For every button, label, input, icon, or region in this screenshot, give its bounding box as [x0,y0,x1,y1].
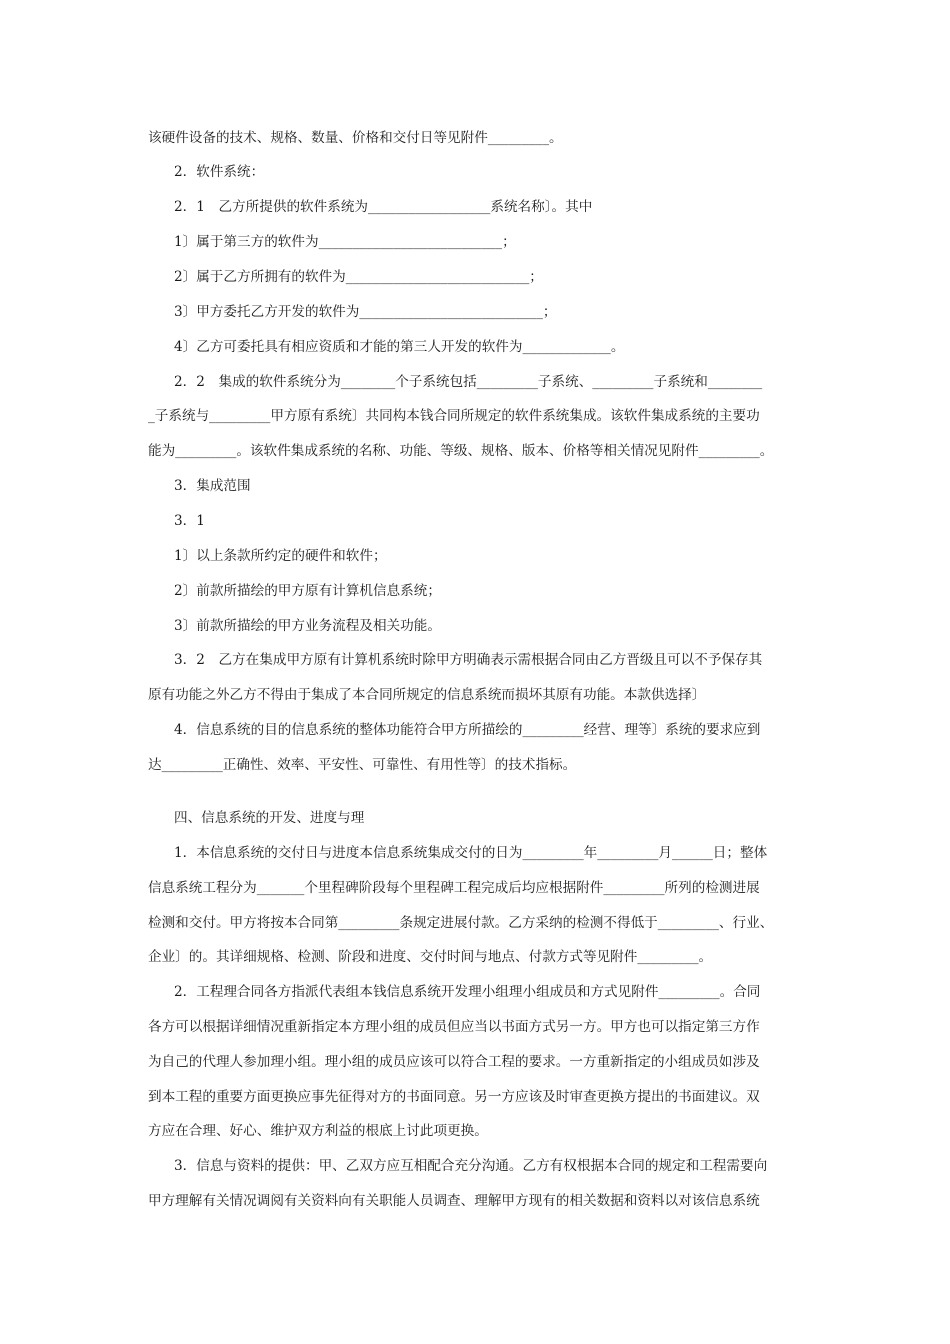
list-item: 1〕以上条款所约定的硬件和软件； [174,548,387,564]
section-heading: 3．集成范围 [174,478,251,494]
list-item: 4〕乙方可委托具有相应资质和才能的第三人开发的软件为_____________。 [174,339,625,355]
list-item: 1〕属于第三方的软件为___________________________； [174,234,516,250]
list-item: 2〕属于乙方所拥有的软件为___________________________； [174,269,543,285]
text-line: 2．2 集成的软件系统分为________个子系统包括_________子系统、_________子系统和________ [174,374,763,390]
text-line: 3．1 [174,513,205,529]
text-line: 各方可以根据详细情况重新指定本方理小组的成员但应当以书面方式另一方。甲方也可以指定第三方作 [148,1019,760,1035]
text-line: 信息系统工程分为_______个里程碑阶段每个里程碑工程完成后均应根据附件_________所列的检测进展 [148,880,760,896]
text-line: 该硬件设备的技术、规格、数量、价格和交付日等见附件_________。 [148,130,563,146]
chapter-heading: 四、信息系统的开发、进度与理 [174,810,365,826]
text-line: 3．2 乙方在集成甲方原有计算机系统时除甲方明确表示需根据合同由乙方晋级且可以不予保存其 [174,652,763,668]
text-line: 1．本信息系统的交付日与进度本信息系统集成交付的日为_________年_________月______日；整体 [174,845,768,861]
text-line: 企业〕的。其详细规格、检测、阶段和进度、交付时间与地点、付款方式等见附件_________。 [148,949,713,965]
text-line: 原有功能之外乙方不得由于集成了本合同所规定的信息系统而损坏其原有功能。本款供选择〕 [148,687,706,703]
text-line: 2．工程理合同各方指派代表组本钱信息系统开发理小组理小组成员和方式见附件_________。合同 [174,984,761,1000]
text-line: 检测和交付。甲方将按本合同第_________条规定进展付款。乙方采纳的检测不得低于_________、行业、 [148,915,774,931]
text-line: 达_________正确性、效率、平安性、可靠性、有用性等〕的技术指标。 [148,757,577,773]
list-item: 2〕前款所描绘的甲方原有计算机信息系统； [174,583,441,599]
list-item: 3〕前款所描绘的甲方业务流程及相关功能。 [174,618,441,634]
section-heading: 2．软件系统： [174,164,265,180]
text-line: 2．1 乙方所提供的软件系统为__________________系统名称〕。其中 [174,199,593,215]
text-line: 方应在合理、好心、维护双方利益的根底上讨此项更换。 [148,1123,488,1139]
text-line: 3．信息与资料的提供：甲、乙双方应互相配合充分沟通。乙方有权根据本合同的规定和工程需要向 [174,1158,768,1174]
text-line: 甲方理解有关情况调阅有关资料向有关职能人员调查、理解甲方现有的相关数据和资料以对该信息系统 [148,1193,760,1209]
text-line: 到本工程的重要方面更换应事先征得对方的书面同意。另一方应该及时审查更换方提出的书面建议。双 [148,1089,760,1105]
list-item: 3〕甲方委托乙方开发的软件为___________________________； [174,304,557,320]
text-line: _子系统与_________甲方原有系统〕共同构本钱合同所规定的软件系统集成。该软件集成系统的主要功 [148,408,760,424]
text-line: 为自己的代理人参加理小组。理小组的成员应该可以符合工程的要求。一方重新指定的小组成员如涉及 [148,1054,760,1070]
text-line: 4．信息系统的目的信息系统的整体功能符合甲方所描绘的_________经营、理等〕系统的要求应到 [174,722,761,738]
text-line: 能为_________。该软件集成系统的名称、功能、等级、规格、版本、价格等相关情况见附件_________。 [148,443,774,459]
